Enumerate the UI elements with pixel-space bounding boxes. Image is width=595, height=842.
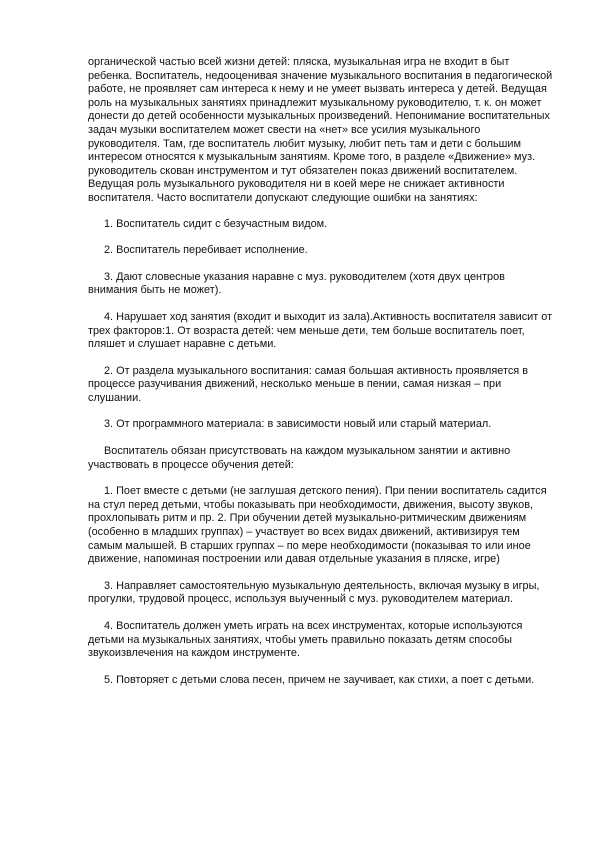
- paragraph-duty-3: 3. Направляет самостоятельную музыкальную деятельность, включая музыку в игры, прогулки, трудовой процесс, используя выученный с муз. руководителем материал.: [88, 579, 540, 606]
- document-body: [88, 56, 553, 700]
- paragraph-factor-2: 2. От раздела музыкального воспитания: самая большая активность проявляется в процессе разучивания движений, несколько меньше в пении, самая низкая – при слушании.: [88, 364, 528, 404]
- paragraph-mistake-2: 2. Воспитатель перебивает исполнение.: [104, 244, 308, 257]
- paragraph-mistake-1: 1. Воспитатель сидит с безучастным видом.: [104, 217, 328, 230]
- paragraph-factor-3: 3. От программного материала: в зависимости новый или старый материал.: [104, 418, 492, 431]
- paragraph-duty-1: 1. Поет вместе с детьми (не заглушая детского пения). При пении воспитатель садится на стул перед детьми, чтобы показывать при необходимости, движения, высоту звуков, прохлопывать ритм и пр. 2. При обучении детей музыкально-ритмическим движениям (особенно в младших группах) – участвует во всех видах движений, активизируя тем самым малышей. В старших группах – по мере необходимости (показывая то или иное движение, напоминая построении или давая отдельные указания в пляске, игре): [88, 485, 547, 566]
- paragraph-intro: органической частью всей жизни детей: пляска, музыкальная игра не входит в быт ребенка. Воспитатель, недооценивая значение музыкального воспитания в педагогической работе, не проявляет сам интереса к нему и не умеет вызвать интереса у детей. Ведущая роль на музыкальных занятиях принадлежит музыкальному руководителю, т. к. он может донести до детей особенности музыкальных произведений. Непонимание воспитательных задач музыки воспитателем может свести на «нет» все усилия музыкального руководителя. Там, где воспитатель любит музыку, любит петь там и дети с большим интересом относятся к музыкальным занятиям. Кроме того, в разделе «Движение» муз. руководитель скован инструментом и тут обязателен показ движений воспитателем. Ведущая роль музыкального руководителя ни в коей мере не снижает активности воспитателя. Часто воспитатели допускают следующие ошибки на занятиях:: [88, 56, 553, 204]
- paragraph-mistake-4: 4. Нарушает ход занятия (входит и выходит из зала).Активность воспитателя зависит от трех факторов:1. От возраста детей: чем меньше дети, тем больше воспитатель поет, пляшет и слушает наравне с детьми.: [88, 310, 553, 351]
- paragraph-duty-4: 4. Воспитатель должен уметь играть на всех инструментах, которые используются детьми на музыкальных занятиях, чтобы уметь правильно показать детям способы звукоизвлечения на каждом инструменте.: [88, 620, 523, 660]
- paragraph-mistake-3: 3. Дают словесные указания наравне с муз. руководителем (хотя двух центров внимания быть не может).: [88, 270, 505, 297]
- paragraph-duty-5: 5. Повторяет с детьми слова песен, причем не заучивает, как стихи, а поет с детьми.: [104, 673, 535, 686]
- paragraph-duties-intro: Воспитатель обязан присутствовать на каждом музыкальном занятии и активно участвовать в процессе обучения детей:: [88, 445, 511, 471]
